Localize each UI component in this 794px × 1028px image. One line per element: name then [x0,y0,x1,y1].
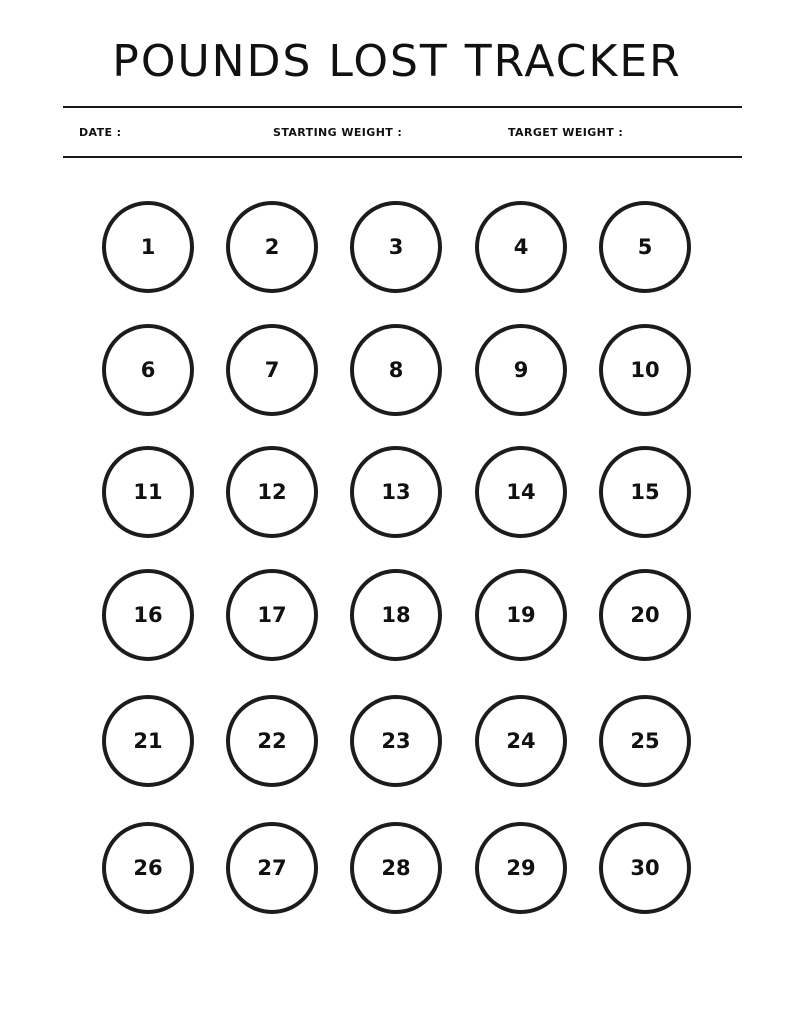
page-title: POUNDS LOST TRACKER [112,36,682,87]
pound-circle-16[interactable]: 16 [102,569,194,661]
pound-circle-26[interactable]: 26 [102,822,194,914]
date-field-label[interactable]: DATE : [79,126,122,139]
pound-circle-18[interactable]: 18 [350,569,442,661]
pound-circle-19[interactable]: 19 [475,569,567,661]
pound-circle-14[interactable]: 14 [475,446,567,538]
pound-circle-4[interactable]: 4 [475,201,567,293]
pound-circle-6[interactable]: 6 [102,324,194,416]
pound-circle-3[interactable]: 3 [350,201,442,293]
pound-circle-27[interactable]: 27 [226,822,318,914]
pound-circle-25[interactable]: 25 [599,695,691,787]
pound-circle-9[interactable]: 9 [475,324,567,416]
pound-circle-29[interactable]: 29 [475,822,567,914]
pound-circle-30[interactable]: 30 [599,822,691,914]
pound-circle-20[interactable]: 20 [599,569,691,661]
pound-circle-5[interactable]: 5 [599,201,691,293]
pound-circle-11[interactable]: 11 [102,446,194,538]
pound-circle-17[interactable]: 17 [226,569,318,661]
pound-circle-21[interactable]: 21 [102,695,194,787]
pound-circle-2[interactable]: 2 [226,201,318,293]
pound-circle-1[interactable]: 1 [102,201,194,293]
pound-circle-10[interactable]: 10 [599,324,691,416]
pound-circle-23[interactable]: 23 [350,695,442,787]
pound-circle-24[interactable]: 24 [475,695,567,787]
pound-circle-12[interactable]: 12 [226,446,318,538]
target-weight-field-label[interactable]: TARGET WEIGHT : [508,126,624,139]
pound-circle-13[interactable]: 13 [350,446,442,538]
pound-circle-28[interactable]: 28 [350,822,442,914]
pound-circle-22[interactable]: 22 [226,695,318,787]
pound-circle-8[interactable]: 8 [350,324,442,416]
pound-circle-7[interactable]: 7 [226,324,318,416]
starting-weight-field-label[interactable]: STARTING WEIGHT : [273,126,403,139]
pound-circle-15[interactable]: 15 [599,446,691,538]
